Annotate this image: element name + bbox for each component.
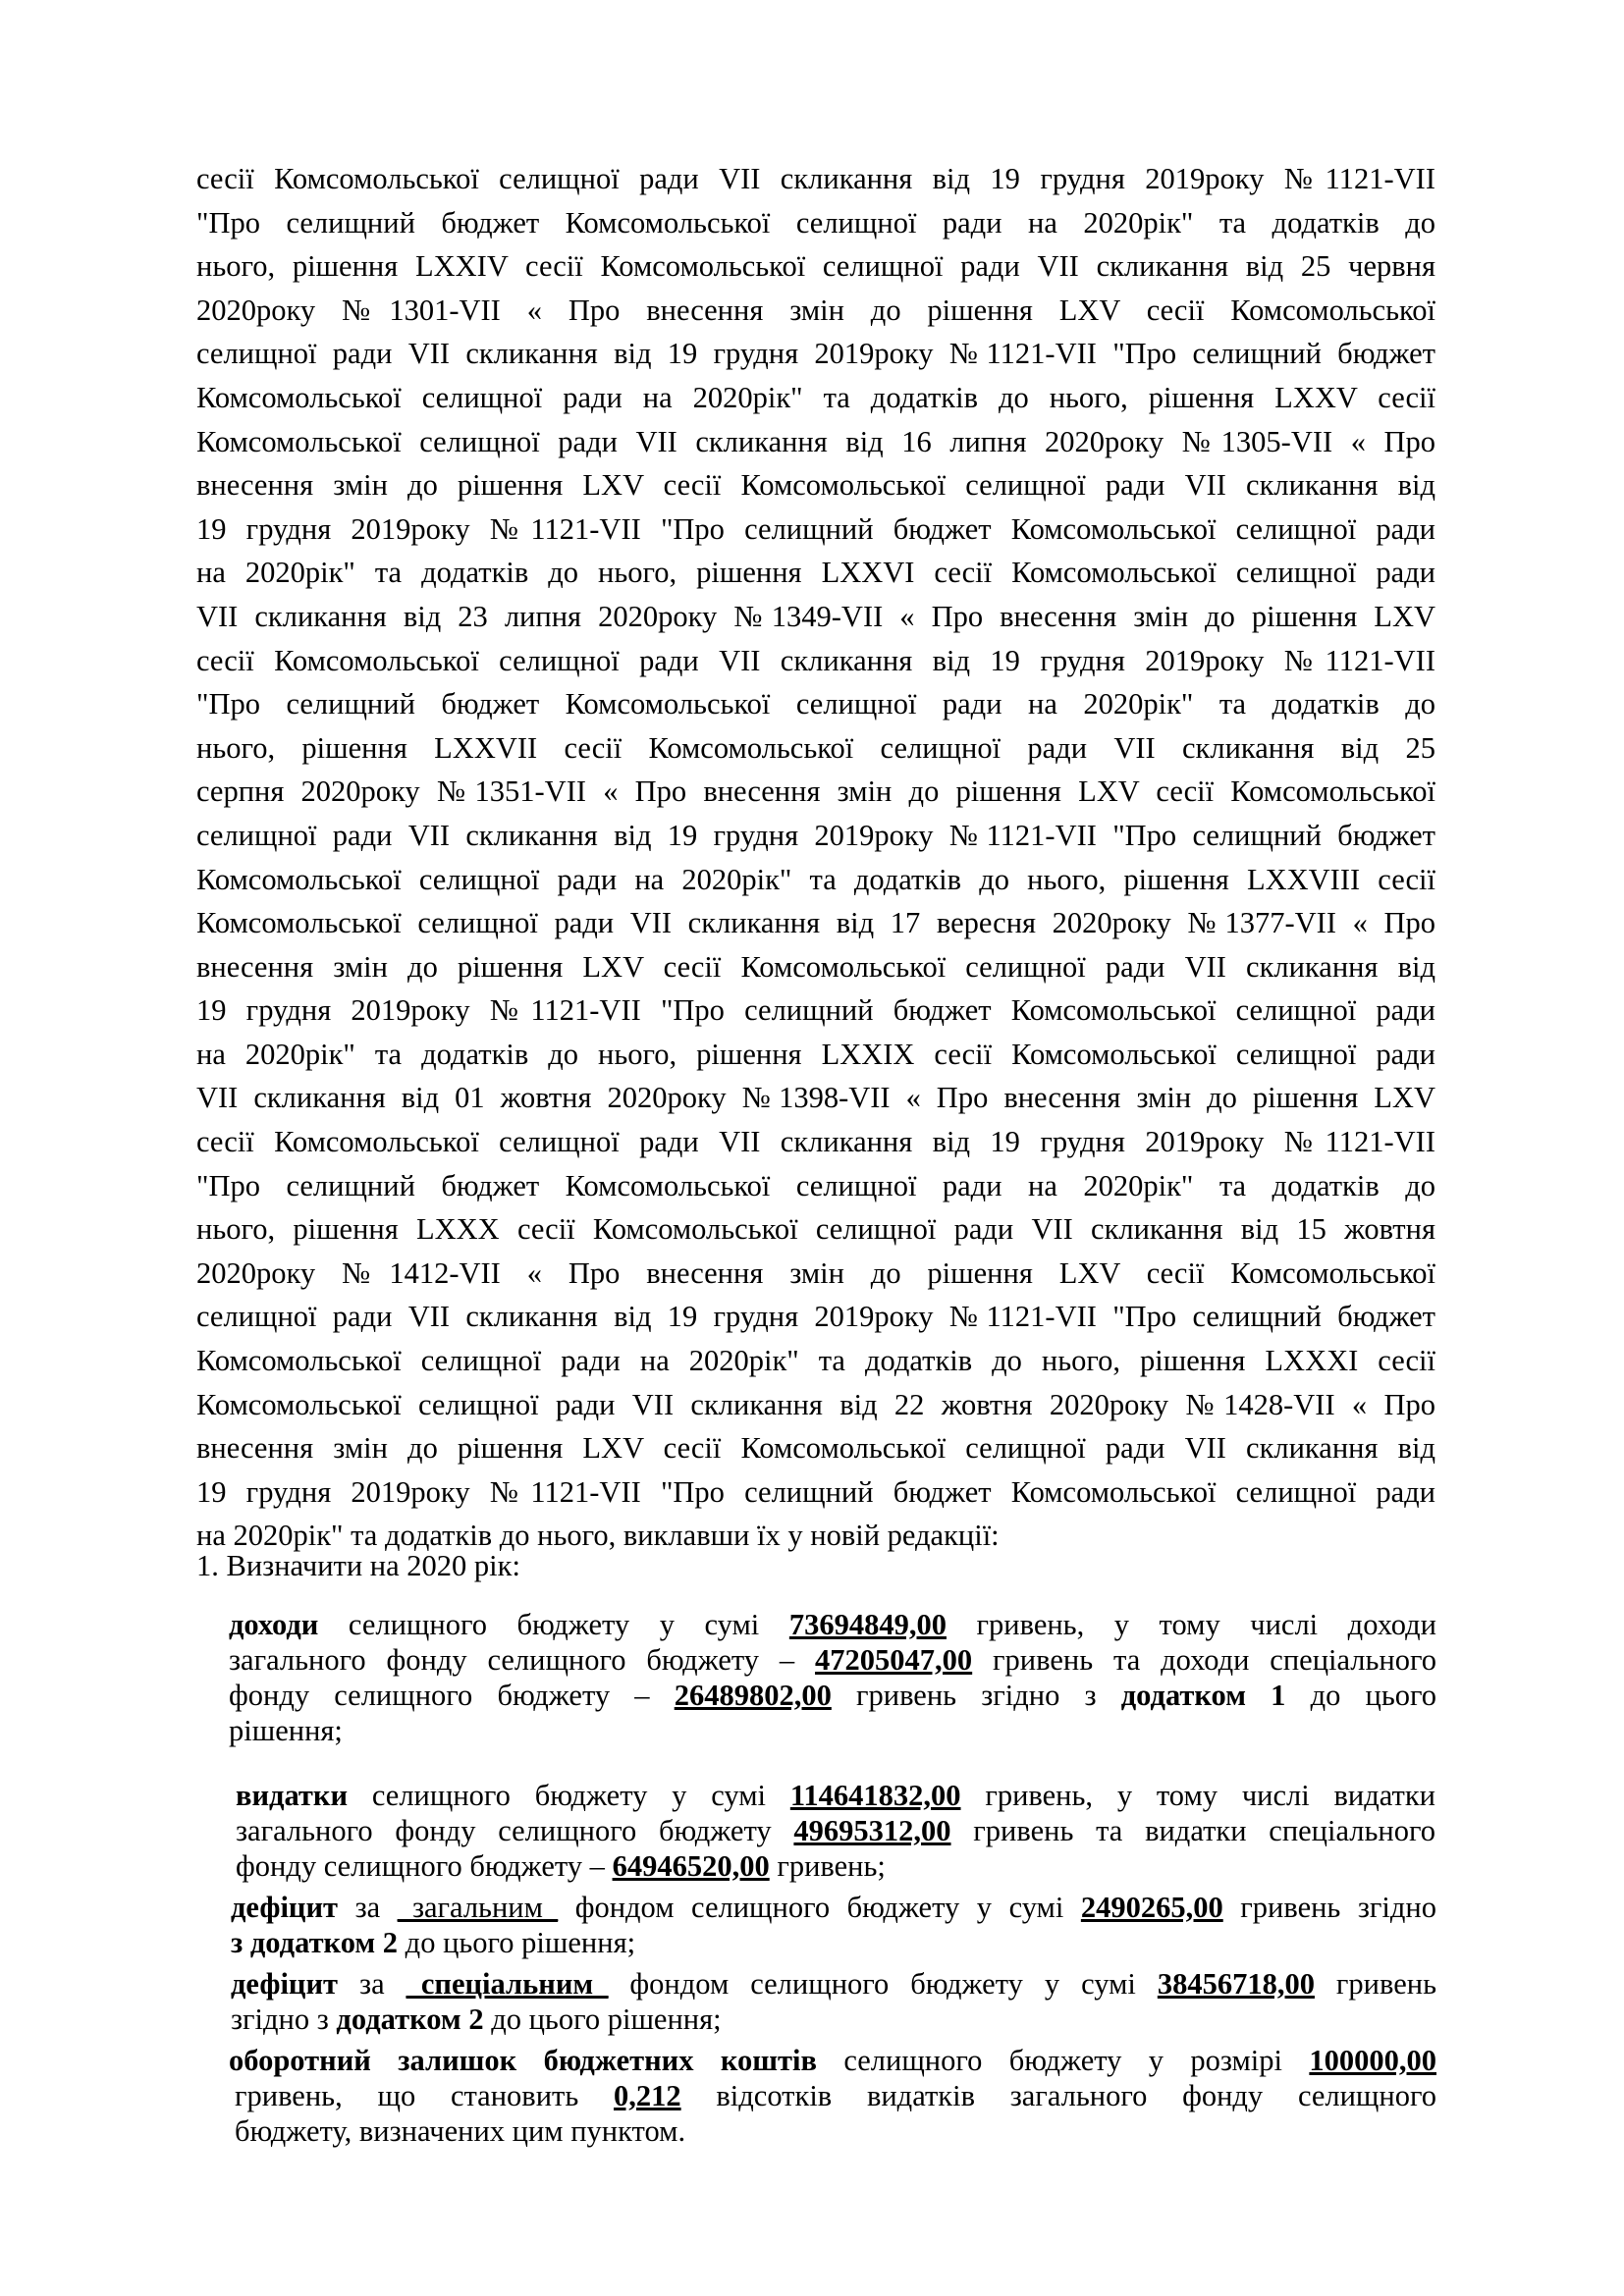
deficit-general-item: дефіцит за _загальним_ фондом селищного бюджету у сумі 2490265,00 гривень згідно з додатком 2 до цього рішення; bbox=[231, 1891, 1436, 1959]
expenses-item: видатки селищного бюджету у сумі 114641832,00 гривень, у тому числі видатки загального фонду селищного бюджету 49695312,00 гривень та видатки спеціального фонду селищного бюджету – 64946520,00 гривень; bbox=[236, 1779, 1435, 1883]
preamble-line: Комсомольської селищної ради на 2020рік" та додатків до нього, рішення LXXVIII сесії bbox=[196, 862, 1435, 896]
preamble-line: Комсомольської селищної ради VII скликання від 22 жовтня 2020року №1428-VII « Про bbox=[196, 1387, 1435, 1421]
preamble-line: нього, рішення LXXVII сесії Комсомольської селищної ради VII скликання від 25 bbox=[196, 730, 1435, 765]
list-heading: 1. Визначити на 2020 рік: bbox=[196, 1549, 520, 1582]
deficit-general-fund: _загальним_ bbox=[397, 1891, 559, 1924]
expenses-general: 49695312,00 bbox=[793, 1814, 951, 1847]
deficit-special-fund: _спеціальним_ bbox=[406, 1967, 609, 2001]
preamble-line: 2020року №1412-VII « Про внесення змін до рішення LXV сесії Комсомольської bbox=[196, 1255, 1435, 1290]
reserve-percent: 0,212 bbox=[614, 2079, 681, 2112]
preamble-line: сесії Комсомольської селищної ради VII скликання від 19 грудня 2019року №1121-VII bbox=[196, 162, 1435, 195]
preamble-line: "Про селищний бюджет Комсомольської селищної ради на 2020рік" та додатків до bbox=[196, 687, 1435, 721]
preamble-line: нього, рішення LXXX сесії Комсомольської селищної ради VII скликання від 15 жовтня bbox=[196, 1212, 1435, 1247]
income-term: доходи bbox=[229, 1608, 319, 1641]
preamble-line: 19 грудня 2019року №1121-VII "Про селищний бюджет Комсомольської селищної ради bbox=[196, 511, 1435, 546]
preamble-line: на 2020рік" та додатків до нього, рішення LXXVI сесії Комсомольської селищної ради bbox=[196, 556, 1435, 590]
deficit-special-term: дефіцит bbox=[231, 1967, 339, 2001]
preamble-line: Комсомольської селищної ради на 2020рік" та додатків до нього, рішення LXXXI сесії bbox=[196, 1344, 1435, 1378]
preamble-line: нього, рішення LXXIV сесії Комсомольської селищної ради VII скликання від 25 червня bbox=[196, 249, 1435, 284]
income-item: доходи селищного бюджету у сумі 73694849,00 гривень, у тому числі доходи загального фонду селищного бюджету – 47205047,00 гривень та доходи спеціального фонду селищного бюджету – 26489802,00 гривень згідно з додатком 1 до цього рішення; bbox=[229, 1608, 1436, 1747]
preamble-line: внесення змін до рішення LXV сесії Комсомольської селищної ради VII скликання від bbox=[196, 1431, 1435, 1466]
preamble-line: селищної ради VII скликання від 19 грудня 2019року №1121-VII "Про селищний бюджет bbox=[196, 818, 1435, 852]
deficit-general-annex: з додатком 2 bbox=[231, 1926, 399, 1959]
preamble-line: на 2020рік" та додатків до нього, виклавши їх у новій редакції: bbox=[196, 1519, 1000, 1553]
expenses-term: видатки bbox=[236, 1779, 349, 1812]
income-special: 26489802,00 bbox=[674, 1679, 832, 1712]
preamble-line: сесії Комсомольської селищної ради VII скликання від 19 грудня 2019року №1121-VII bbox=[196, 643, 1435, 677]
preamble-line: "Про селищний бюджет Комсомольської селищної ради на 2020рік" та додатків до bbox=[196, 1168, 1435, 1202]
income-annex: додатком 1 bbox=[1120, 1679, 1286, 1712]
preamble-line: селищної ради VII скликання від 19 грудня 2019року №1121-VII "Про селищний бюджет bbox=[196, 1300, 1435, 1334]
reserve-term: оборотний залишок бюджетних коштів bbox=[229, 2044, 817, 2077]
deficit-special-item: дефіцит за _спеціальним_ фондом селищного бюджету у сумі 38456718,00 гривень згідно з додатком 2 до цього рішення; bbox=[231, 1967, 1436, 2036]
preamble-line: VII скликання від 23 липня 2020року №1349-VII « Про внесення змін до рішення LXV bbox=[196, 599, 1435, 633]
deficit-special-annex: додатком 2 bbox=[336, 2002, 484, 2036]
preamble-line: "Про селищний бюджет Комсомольської селищної ради на 2020рік" та додатків до bbox=[196, 205, 1435, 240]
income-general: 47205047,00 bbox=[815, 1643, 973, 1677]
preamble-line: серпня 2020року №1351-VII « Про внесення змін до рішення LXV сесії Комсомольської bbox=[196, 774, 1435, 809]
reserve-item: оборотний залишок бюджетних коштів селищного бюджету у розмірі 100000,00 гривень, що становить 0,212 відсотків видатків загального фонду селищного бюджету, визначених цим пунктом. bbox=[229, 2044, 1436, 2148]
preamble-line: Комсомольської селищної ради VII скликання від 17 вересня 2020року №1377-VII « Про bbox=[196, 906, 1435, 940]
preamble-line: внесення змін до рішення LXV сесії Комсомольської селищної ради VII скликання від bbox=[196, 468, 1435, 503]
deficit-general-term: дефіцит bbox=[231, 1891, 339, 1924]
preamble-line: 19 грудня 2019року №1121-VII "Про селищний бюджет Комсомольської селищної ради bbox=[196, 1474, 1435, 1509]
preamble-line: Комсомольської селищної ради на 2020рік" та додатків до нього, рішення LXXV сесії bbox=[196, 380, 1435, 414]
preamble-line: 2020року №1301-VII « Про внесення змін до рішення LXV сесії Комсомольської bbox=[196, 293, 1435, 327]
preamble-line: 19 грудня 2019року №1121-VII "Про селищний бюджет Комсомольської селищної ради bbox=[196, 993, 1435, 1028]
deficit-general-amount: 2490265,00 bbox=[1080, 1891, 1223, 1924]
preamble-line: внесення змін до рішення LXV сесії Комсомольської селищної ради VII скликання від bbox=[196, 949, 1435, 984]
preamble-line: селищної ради VII скликання від 19 грудня 2019року №1121-VII "Про селищний бюджет bbox=[196, 337, 1435, 371]
income-total: 73694849,00 bbox=[788, 1608, 947, 1641]
expenses-total: 114641832,00 bbox=[789, 1779, 961, 1812]
preamble-line: на 2020рік" та додатків до нього, рішення LXXIX сесії Комсомольської селищної ради bbox=[196, 1037, 1435, 1071]
expenses-special: 64946520,00 bbox=[612, 1849, 770, 1883]
preamble-line: Комсомольської селищної ради VII скликання від 16 липня 2020року №1305-VII « Про bbox=[196, 424, 1435, 458]
preamble-line: VII скликання від 01 жовтня 2020року №1398-VII « Про внесення змін до рішення LXV bbox=[196, 1081, 1435, 1115]
reserve-amount: 100000,00 bbox=[1309, 2044, 1436, 2077]
preamble-paragraph bbox=[196, 157, 1435, 1558]
deficit-special-amount: 38456718,00 bbox=[1157, 1967, 1315, 2001]
preamble-line: сесії Комсомольської селищної ради VII скликання від 19 грудня 2019року №1121-VII bbox=[196, 1125, 1435, 1159]
